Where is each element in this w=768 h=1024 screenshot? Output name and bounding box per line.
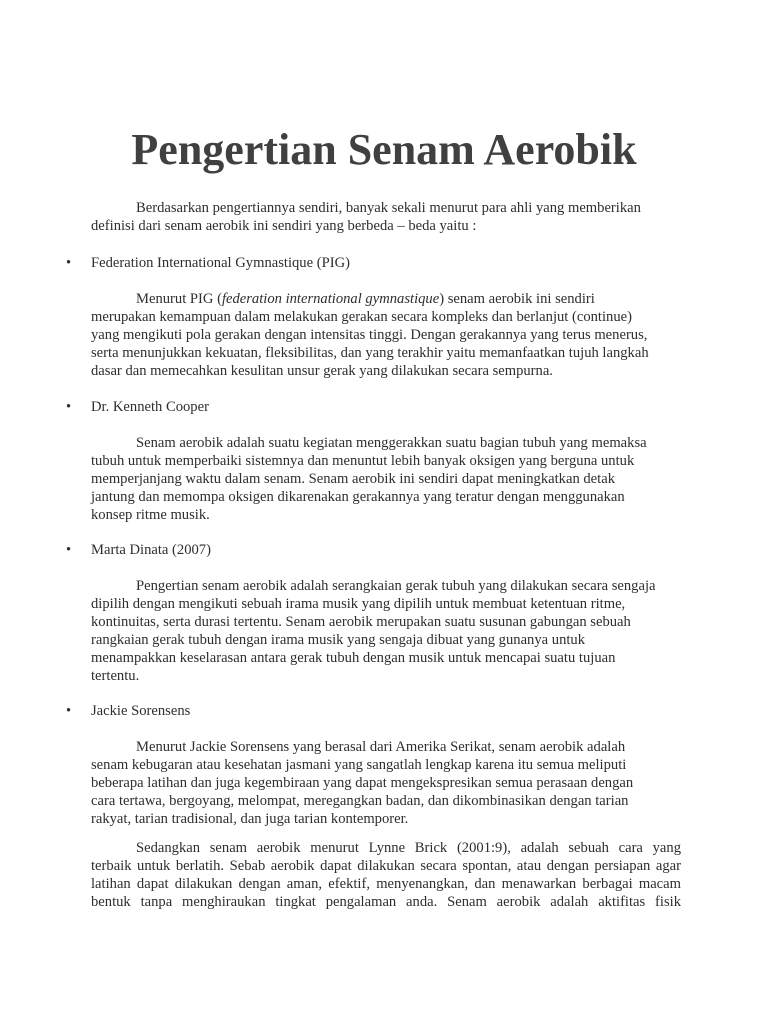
pig-line-4: serta menunjukkan kekuatan, fleksibilitas, dan yang terakhir yaitu memanfaatkan tujuh langkah [91, 345, 649, 361]
bullet-icon: • [66, 255, 72, 271]
pig-italic: federation international gymnastique [221, 291, 440, 307]
cooper-line-2: tubuh untuk memperbaiki sistemnya dan menuntut lebih banyak oksigen yang berguna untuk [91, 453, 635, 469]
bullet-heading: Dr. Kenneth Cooper [91, 399, 209, 415]
pig-prefix: Menurut PIG ( [136, 291, 222, 307]
dinata-line-5: menampakkan keselarasan antara gerak tubuh dengan musik untuk mencapai suatu tujuan [91, 650, 616, 666]
intro-paragraph [91, 199, 681, 235]
cooper-line-3: memperjanjang waktu dalam senam. Senam aerobik ini sendiri dapat meningkatkan detak [91, 471, 615, 487]
cooper-paragraph [91, 434, 681, 524]
dinata-line-1: Pengertian senam aerobik adalah serangkaian gerak tubuh yang dilakukan secara sengaja [136, 578, 656, 594]
pig-line-1 [91, 290, 681, 308]
bullet-heading: Jackie Sorensens [91, 703, 191, 719]
cooper-line-4: jantung dan memompa oksigen dikarenakan gerakannya yang teratur dengan menggunakan [91, 489, 625, 505]
bullet-icon: • [66, 399, 72, 415]
sorensens-paragraph [91, 738, 681, 828]
pig-line-3: yang mengikuti pola gerakan dengan intensitas tinggi. Dengan gerakannya yang terus menerus, [91, 327, 648, 343]
sorensens-line-3: beberapa latihan dan juga kegembiraan yang dapat mengekspresikan semua perasaan dengan [91, 775, 634, 791]
pig-line-2: merupakan kemampuan dalam melakukan gerakan secara kompleks dan berlanjut (continue) [91, 309, 632, 325]
sorensens-line-5: rakyat, tarian tradisional, dan juga tarian kontemporer. [91, 811, 409, 827]
closing-line-1: Sedangkan senam aerobik menurut Lynne Brick (2001:9), adalah sebuah cara yang [136, 840, 681, 856]
pig-suffix: ) senam aerobik ini sendiri [439, 291, 595, 307]
dinata-line-3: kontinuitas, serta durasi tertentu. Senam aerobik merupakan suatu susunan gabungan sebuah [91, 614, 631, 630]
bullet-heading: Federation International Gymnastique (PIG) [91, 255, 350, 271]
page-title: Pengertian Senam Aerobik [131, 125, 637, 174]
dinata-paragraph [91, 577, 681, 685]
dinata-line-4: rangkaian gerak tubuh dengan irama musik yang sengaja dibuat yang gunanya untuk [91, 632, 586, 648]
closing-line-2: terbaik untuk berlatih. Sebab aerobik dapat dilakukan secara spontan, atau dengan persiapan agar [91, 858, 681, 874]
cooper-line-1: Senam aerobik adalah suatu kegiatan menggerakkan suatu bagian tubuh yang memaksa [136, 435, 647, 451]
sorensens-line-1: Menurut Jackie Sorensens yang berasal dari Amerika Serikat, senam aerobik adalah [136, 739, 626, 755]
bullet-icon: • [66, 703, 72, 719]
closing-line-4: bentuk tanpa menghiraukan tingkat pengalaman anda. Senam aerobik adalah aktifitas fisik [91, 894, 681, 910]
pig-paragraph [91, 290, 681, 380]
cooper-line-5: konsep ritme musik. [91, 507, 210, 523]
sorensens-line-2: senam kebugaran atau kesehatan jasmani yang sangatlah lengkap karena itu semua meliputi [91, 757, 627, 773]
bullet-heading: Marta Dinata (2007) [91, 542, 211, 558]
dinata-line-6: tertentu. [91, 668, 140, 684]
intro-line-2: definisi dari senam aerobik ini sendiri yang berbeda – beda yaitu : [91, 218, 477, 234]
pig-line-5: dasar dan memecahkan kesulitan unsur gerak yang dilakukan secara sempurna. [91, 363, 553, 379]
dinata-line-2: dipilih dengan mengikuti sebuah irama musik yang dipilih untuk membuat ketentuan ritme, [91, 596, 626, 612]
closing-line-3: latihan dapat dilakukan dengan aman, efektif, menyenangkan, dan menawarkan berbagai macam [91, 876, 681, 892]
closing-paragraph [91, 839, 681, 911]
bullet-icon: • [66, 542, 72, 558]
intro-line-1: Berdasarkan pengertiannya sendiri, banyak sekali menurut para ahli yang memberikan [136, 200, 641, 216]
sorensens-line-4: cara tertawa, bergoyang, melompat, meregangkan badan, dan dikombinasikan dengan tarian [91, 793, 629, 809]
